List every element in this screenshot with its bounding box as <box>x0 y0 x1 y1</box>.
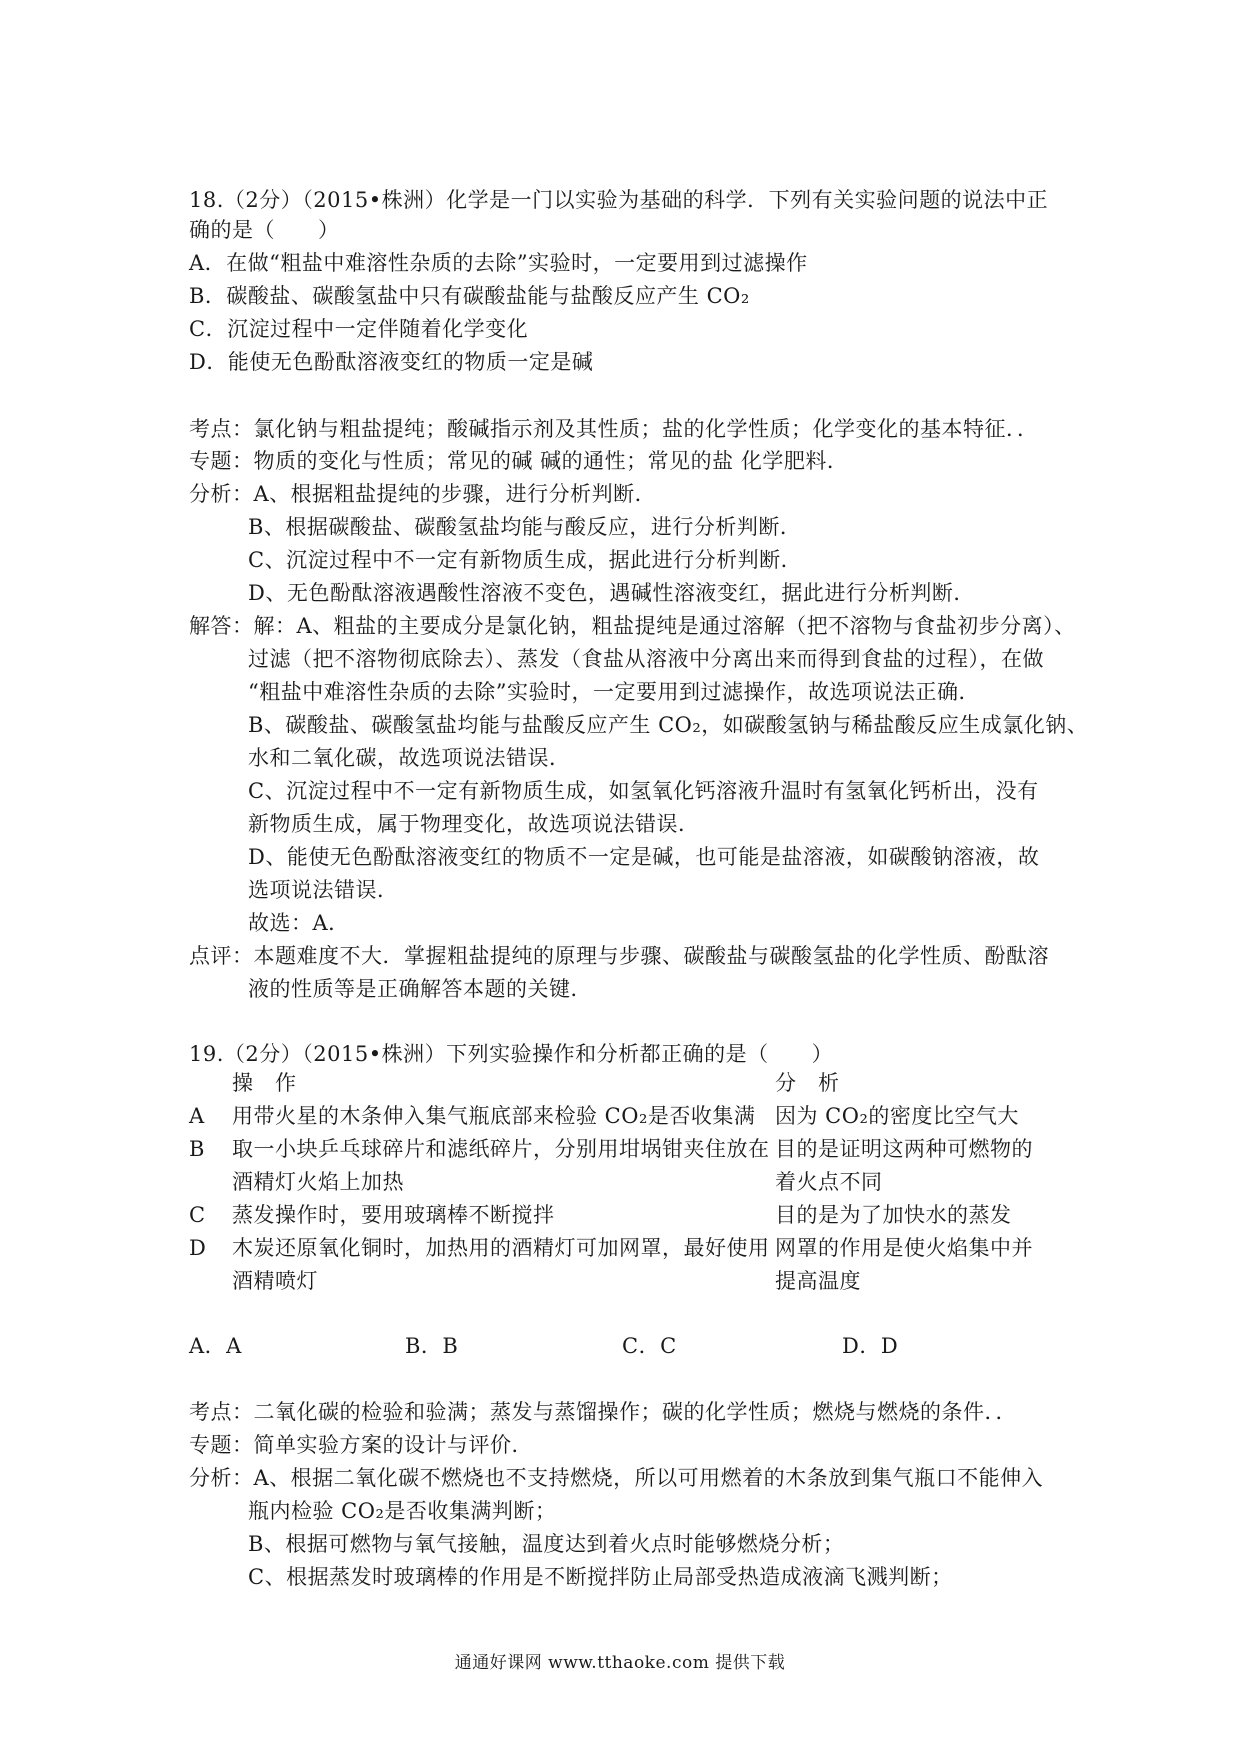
q18-fenxi-line: D、无色酚酞溶液遇酸性溶液不变色，遇碱性溶液变红，据此进行分析判断． <box>248 581 975 605</box>
q19-fenxi-line: B、根据可燃物与氧气接触，温度达到着火点时能够燃烧分析； <box>248 1532 845 1556</box>
q18-fenxi-line: 分析：A、根据粗盐提纯的步骤，进行分析判断． <box>189 482 657 506</box>
q19-row-analysis: 提高温度 <box>775 1269 861 1293</box>
q19-row-operation: 蒸发操作时，要用玻璃棒不断搅拌 <box>232 1203 555 1227</box>
q19-row-analysis: 因为 CO₂的密度比空气大 <box>775 1104 1019 1128</box>
q18-jieda-line: “粗盐中难溶性杂质的去除”实验时，一定要用到过滤操作，故选项说法正确． <box>248 680 980 704</box>
q19-row-letter: B <box>189 1137 205 1161</box>
q18-jieda-line: 故选：A． <box>248 911 350 935</box>
q18-option-b: B．碳酸盐、碳酸氢盐中只有碳酸盐能与盐酸反应产生 CO₂ <box>189 284 750 308</box>
q19-row-operation: 酒精喷灯 <box>232 1269 318 1293</box>
page-footer: 通通好课网 www.tthaoke.com 提供下载 <box>454 1653 786 1673</box>
q19-row-analysis: 目的是证明这两种可燃物的 <box>775 1137 1033 1161</box>
q19-row-operation: 用带火星的木条伸入集气瓶底部来检验 CO₂是否收集满 <box>232 1104 756 1128</box>
q18-jieda-line: C、沉淀过程中不一定有新物质生成，如氢氧化钙溶液升温时有氢氧化钙析出，没有 <box>248 779 1039 803</box>
q18-jieda-line: 选项说法错误． <box>248 878 399 902</box>
q19-row-operation: 取一小块乒乓球碎片和滤纸碎片，分别用坩埚钳夹住放在 <box>232 1137 770 1161</box>
q18-stem-line2: 确的是（ ） <box>189 218 340 242</box>
q18-jieda-line: 过滤（把不溶物彻底除去）、蒸发（食盐从溶液中分离出来而得到食盐的过程），在做 <box>248 647 1044 671</box>
q19-stem: 19.（2分）（2015•株洲）下列实验操作和分析都正确的是（ ） <box>189 1042 834 1066</box>
q18-option-d: D．能使无色酚酞溶液变红的物质一定是碱 <box>189 350 594 374</box>
q19-row-letter: A <box>189 1104 205 1128</box>
q18-dianping-line: 液的性质等是正确解答本题的关键． <box>248 977 592 1001</box>
q18-fenxi-line: C、沉淀过程中不一定有新物质生成，据此进行分析判断． <box>248 548 803 572</box>
q18-option-a: A．在做“粗盐中难溶性杂质的去除”实验时，一定要用到过滤操作 <box>189 251 808 275</box>
q18-dianping-line: 点评：本题难度不大．掌握粗盐提纯的原理与步骤、碳酸盐与碳酸氢盐的化学性质、酚酞溶 <box>189 944 1049 968</box>
q19-zhuanti: 专题：简单实验方案的设计与评价． <box>189 1433 533 1457</box>
q19-row-letter: D <box>189 1236 207 1260</box>
q18-fenxi-line: B、根据碳酸盐、碳酸氢盐均能与酸反应，进行分析判断． <box>248 515 802 539</box>
q19-kaodian: 考点：二氧化碳的检验和验满；蒸发与蒸馏操作；碳的化学性质；燃烧与燃烧的条件．． <box>189 1400 1017 1424</box>
q18-option-c: C．沉淀过程中一定伴随着化学变化 <box>189 317 529 341</box>
q19-fenxi-line: 分析：A、根据二氧化碳不燃烧也不支持燃烧，所以可用燃着的木条放到集气瓶口不能伸入 <box>189 1466 1044 1490</box>
q19-choice-c: C．C <box>622 1334 677 1358</box>
q19-row-operation: 木炭还原氧化铜时，加热用的酒精灯可加网罩，最好使用 <box>232 1236 770 1260</box>
q18-jieda-line: 新物质生成，属于物理变化，故选项说法错误． <box>248 812 700 836</box>
q19-fenxi-line: 瓶内检验 CO₂是否收集满判断； <box>248 1499 557 1523</box>
q19-fenxi-line: C、根据蒸发时玻璃棒的作用是不断搅拌防止局部受热造成液滴飞溅判断； <box>248 1565 953 1589</box>
q18-stem-line1: 18.（2分）（2015•株洲）化学是一门以实验为基础的科学．下列有关实验问题的说法中正 <box>189 188 1049 212</box>
q19-row-letter: C <box>189 1203 206 1227</box>
q19-choice-d: D．D <box>842 1334 899 1358</box>
q19-choice-b: B．B <box>405 1334 459 1358</box>
q19-row-analysis: 网罩的作用是使火焰集中并 <box>775 1236 1033 1260</box>
q19-row-analysis: 着火点不同 <box>775 1170 883 1194</box>
q19-choice-a: A．A <box>189 1334 242 1358</box>
q19-header-operation: 操 作 <box>232 1071 297 1095</box>
q19-header-analysis: 分 析 <box>775 1071 840 1095</box>
q18-jieda-line: D、能使无色酚酞溶液变红的物质不一定是碱，也可能是盐溶液，如碳酸钠溶液，故 <box>248 845 1040 869</box>
q19-row-operation: 酒精灯火焰上加热 <box>232 1170 404 1194</box>
q18-kaodian: 考点：氯化钠与粗盐提纯；酸碱指示剂及其性质；盐的化学性质；化学变化的基本特征．． <box>189 417 1039 441</box>
q18-jieda-line: 水和二氧化碳，故选项说法错误． <box>248 746 571 770</box>
q19-row-analysis: 目的是为了加快水的蒸发 <box>775 1203 1012 1227</box>
q18-jieda-line: 解答：解：A、粗盐的主要成分是氯化钠，粗盐提纯是通过溶解（把不溶物与食盐初步分离）、 <box>189 614 1076 638</box>
q18-jieda-line: B、碳酸盐、碳酸氢盐均能与盐酸反应产生 CO₂，如碳酸氢钠与稀盐酸反应生成氯化钠、 <box>248 713 1089 737</box>
q18-zhuanti: 专题：物质的变化与性质；常见的碱 碱的通性；常见的盐 化学肥料． <box>189 449 849 473</box>
